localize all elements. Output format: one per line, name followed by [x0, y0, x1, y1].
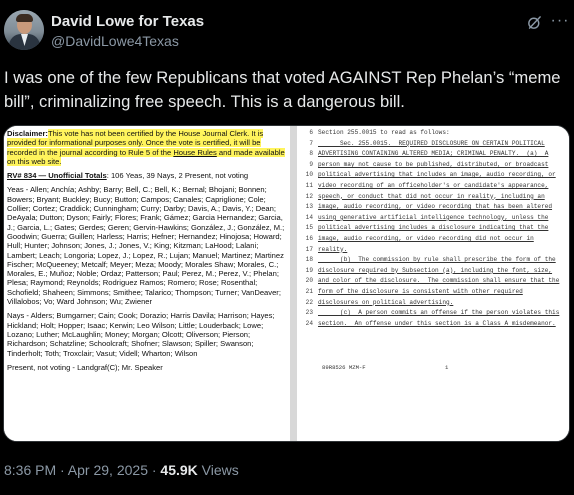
bill-line-number: 7 [309, 139, 313, 147]
bill-line [297, 160, 569, 171]
bill-line-number: 11 [305, 181, 313, 189]
rv-label: RV# 834 — Unofficial Totals [7, 171, 107, 181]
bill-line [297, 298, 569, 309]
bill-line-number: 10 [305, 171, 313, 179]
bill-line-text: image, audio recording, or video recording that has been altered [318, 203, 553, 211]
bill-line-number: 19 [305, 266, 313, 274]
bill-line-text: political advertising includes a disclosure indicating that the [318, 224, 549, 232]
disclaimer-end: and made available on this web site. [7, 147, 285, 166]
bill-line-number: 12 [305, 192, 313, 200]
views-count: 45.9K [160, 462, 198, 478]
tweet-text: I was one of the few Republicans that voted AGAINST Rep Phelan’s “meme bill”, criminalizing free speech. This is a dangerous bill. [4, 68, 561, 111]
bill-line-number: 24 [305, 319, 313, 327]
bill-line [297, 245, 569, 256]
avatar[interactable] [4, 10, 44, 50]
bill-line-number: 18 [305, 256, 313, 264]
author-name[interactable]: David Lowe for Texas [51, 13, 205, 30]
bill-line-number: 23 [305, 309, 313, 317]
bill-line-number: 20 [305, 277, 313, 285]
bill-line-number: 17 [305, 245, 313, 253]
yeas-list: Yeas - Allen; Anchía; Ashby; Barry; Bell, C.; Bell, K.; Bernal; Bhojani; Bonnen; Bowers; Bryant; Buckley; Bucy; Button; Campos; Canales; Capriglione; Cole; Collier; Cortez; Craddick; Cunningham; Curry; Darby; Davis, A.; Davis, Y.; Dean; DeAyala; Dutton; Dyson; Fairly; Flores; Frank; Gámez; Garcia Hernandez; Garcia, J.; Garcia, L.; Gates; Gerdes; Geren; Gervin-Hawkins; González, J.; González, M.; Goodwin; Guerra; Guillen; Harless; Harris; Hefner; Hernandez; Hinojosa; Howard; Hull; Hunter; Johnson; Jones, J.; Jones, V.; King; Kitzman; LaHood; Lalani; Lambert; Leach; Longoria; Lopez, J.; Lopez, R.; Lujan; Manuel; Martinez; Martinez Fischer; McQueeney; Metcalf; Meyer; Meza; Moody; Morales Shaw; Morales, C.; Morales, E.; Muñoz; Noble; Ordaz; Patterson; Paul; Perez, M.; Perez, V.; Phelan; Plesa; Raymond; Reynolds; Rodriguez Ramos; Romero; Rose; Rosenthal; Schofield; Shaheen; Simmons; Smithee; Talarico; Thompson; Turner; VanDeaver; Villalobos; Vo; Ward Johnson; Wu; Zwiener [7, 185, 285, 307]
bill-line-number: 13 [305, 203, 313, 211]
bill-line-number: 9 [309, 160, 313, 168]
bill-line [297, 276, 569, 287]
bill-line-number: 22 [305, 298, 313, 306]
bill-line [297, 139, 569, 150]
disclaimer-label: Disclaimer: [7, 129, 48, 138]
bill-line [297, 149, 569, 160]
present-list: Present, not voting - Landgraf(C); Mr. Speaker [7, 362, 163, 372]
disclaimer-text: This vote has not been certified by the House Journal Clerk. It is provided for informational purposes only. Once the vote is certified, it will be recorded in the journal according to Rule 5 of the [7, 129, 264, 157]
bill-line-number: 15 [305, 224, 313, 232]
bill-text-document [297, 126, 569, 441]
bill-line [297, 255, 569, 266]
bill-line-number: 16 [305, 234, 313, 242]
bill-line-text: political advertising that includes an image, audio recording, or [318, 171, 556, 179]
more-icon[interactable]: ··· [550, 12, 570, 29]
bill-line-text: person may not cause to be published, distributed, or broadcast [318, 160, 549, 168]
avatar-hair [16, 14, 33, 22]
bill-lines [297, 128, 569, 329]
bill-line-number: 14 [305, 213, 313, 221]
bill-page-number: 1 [445, 364, 449, 371]
bill-line-text: image, audio recording, or video recording did not occur in [318, 234, 534, 242]
bill-line-text: (c) A person commits an offense if the person violates this [318, 309, 560, 317]
bill-line-number: 8 [309, 150, 313, 158]
bill-line-text: and color of the disclosure. The commission shall ensure that the [318, 277, 560, 285]
bill-line [297, 223, 569, 234]
vote-record-document [4, 126, 290, 441]
grok-icon[interactable] [526, 14, 543, 31]
tweet-media[interactable] [3, 125, 570, 442]
bill-line-text: Section 255.0015 to read as follows: [318, 129, 450, 136]
bill-line [297, 181, 569, 192]
bill-line-number: 6 [309, 129, 313, 136]
rv-totals-text: : 106 Yeas, 39 Nays, 2 Present, not voting [106, 171, 249, 181]
bill-line [297, 192, 569, 203]
disclaimer [7, 129, 286, 166]
tweet-meta [4, 462, 239, 478]
bill-line-text: using generative artificial intelligence technology, unless the [318, 213, 549, 221]
author-handle[interactable]: @DavidLowe4Texas [51, 33, 179, 49]
tweet-timestamp[interactable]: 8:36 PM · Apr 29, 2025 · [4, 462, 161, 478]
bill-line [297, 202, 569, 213]
bill-line [297, 128, 569, 139]
bill-line-number: 21 [305, 287, 313, 295]
bill-line [297, 213, 569, 224]
bill-line-text: speech, or conduct that did not occur in reality, including an [318, 192, 545, 200]
bill-line [297, 170, 569, 181]
bill-line [297, 287, 569, 298]
bill-line [297, 308, 569, 319]
bill-line [297, 319, 569, 330]
nays-list: Nays - Alders; Bumgarner; Cain; Cook; Dorazio; Harris Davila; Harrison; Hayes; Hickland; Holt; Hopper; Isaac; Kerwin; Leo Wilson; Little; Louderback; Lowe; Lozano; Luther; McLaughlin; Money; Morgan; Olcott; Oliverson; Pierson; Richardson; Schatzline; Schoolcraft; Shofner; Slawson; Spiller; Swanson; Tinderholt; Toth; Troxclair; Vasut; Videll; Wharton; Wilson [7, 311, 275, 358]
bill-line-text: ADVERTISING CONTAINING ALTERED MEDIA; CRIMINAL PENALTY. (a) A [318, 150, 549, 158]
bill-line [297, 266, 569, 277]
bill-line-text: Sec. 255.0015. REQUIRED DISCLOSURE ON CERTAIN POLITICAL [318, 139, 545, 147]
bill-line-text: disclosure required by Subsection (a), including the font, size, [318, 266, 553, 274]
bill-line-text: form of the disclosure is consistent with other required [318, 287, 523, 295]
bill-line-text: section. An offense under this section is a Class A misdemeanor. [318, 319, 556, 327]
rv-totals [7, 171, 286, 180]
views-label: Views [197, 462, 239, 478]
bill-line-text: reality. [318, 245, 348, 253]
house-rules-link: House Rules [173, 147, 217, 157]
bill-line-text: disclosures on political advertising. [318, 298, 454, 306]
bill-line [297, 234, 569, 245]
bill-code: 89R8526 MZM-F [322, 364, 366, 371]
image-divider [290, 126, 297, 441]
bill-line-text: video recording of an officeholder's or candidate's appearance, [318, 181, 549, 189]
bill-line-text: (b) The commission by rule shall prescribe the form of the [318, 256, 556, 264]
